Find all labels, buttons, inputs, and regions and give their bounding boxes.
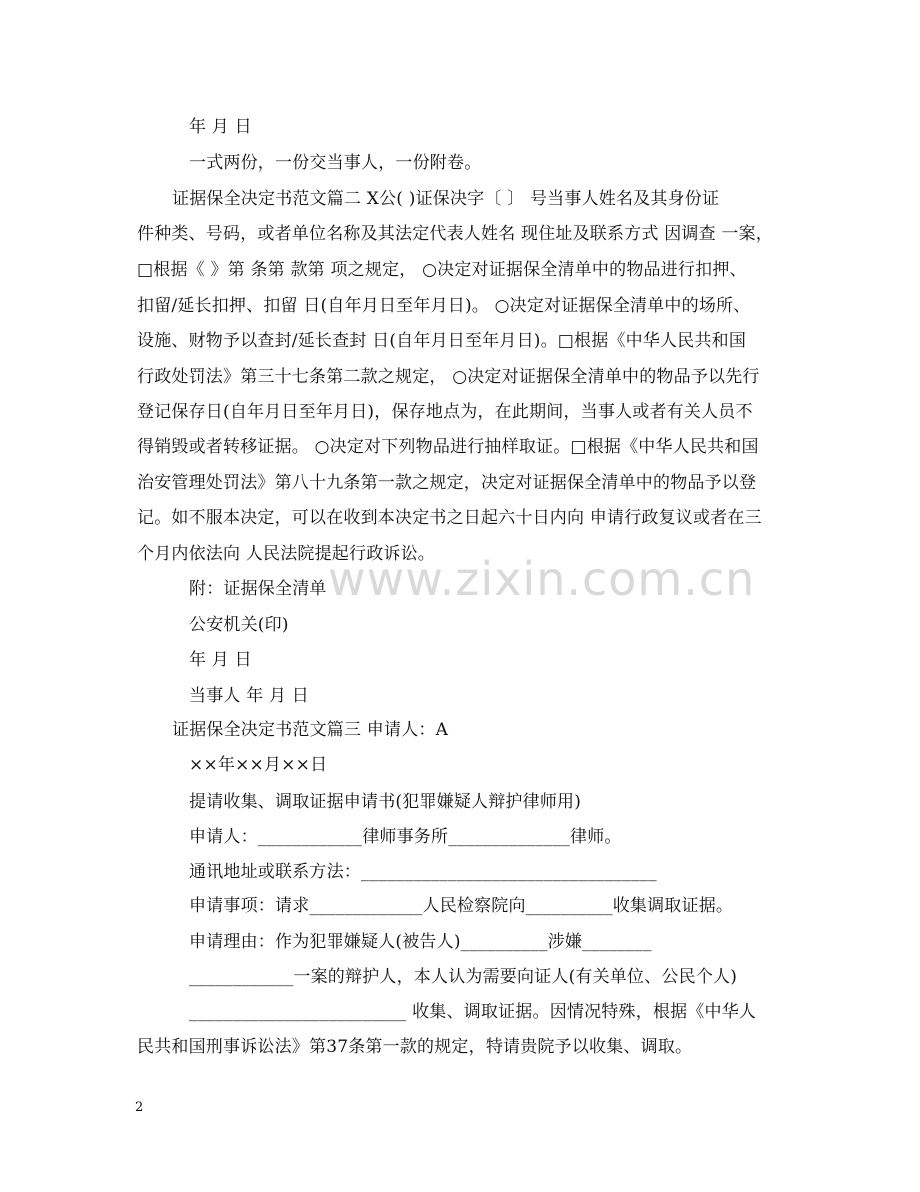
party-date-line: 当事人 年 月 日: [189, 686, 310, 706]
form-line: _________________________ 收集、调取证据。因情况特殊，根据《中华人: [189, 1002, 757, 1022]
date-line: ××年××月××日: [189, 755, 328, 775]
form-line-reason: 申请理由：作为犯罪嫌疑人(被告人)__________涉嫌________: [189, 932, 652, 952]
attachment-line: 附：证据保全清单: [189, 579, 327, 599]
text-line: 扣留/延长扣押、扣留 日(自年月日至年月日)。 ○决定对证据保全清单中的场所、: [137, 296, 751, 316]
page-number: 2: [135, 1100, 144, 1115]
text-line: □根据《 》第 条第 款第 项之规定， ○决定对证据保全清单中的物品进行扣押、: [137, 260, 747, 280]
watermark: www.zixin.com.cn: [328, 552, 756, 606]
form-line-applicant: 申请人：____________律师事务所______________律师。: [189, 827, 622, 847]
form-title: 提请收集、调取证据申请书(犯罪嫌疑人辩护律师用): [189, 792, 582, 812]
text-line: 登记保存日(自年月日至年月日)，保存地点为，在此期间，当事人或者有关人员不: [137, 402, 753, 422]
text-line: 民共和国刑事诉讼法》第37条第一款的规定，特请贵院予以收集、调取。: [137, 1037, 693, 1057]
text-line: 设施、财物予以查封/延长查封 日(自年月日至年月日)。□根据《中华人民共和国: [137, 331, 747, 351]
date-line: 年 月 日: [189, 650, 252, 670]
text-line: 得销毁或者转移证据。 ○决定对下列物品进行抽样取证。□根据《中华人民共和国: [137, 437, 759, 457]
text-line: 行政处罚法》第三十七条第二款之规定， ○决定对证据保全清单中的物品予以先行: [137, 367, 760, 387]
text-line: 记。如不服本决定，可以在收到本决定书之日起六十日内向 申请行政复议或者在三: [137, 508, 762, 528]
section-heading-line: 证据保全决定书范文篇三 申请人：A: [172, 720, 449, 740]
text-line: 一式两份，一份交当事人，一份附卷。: [189, 153, 482, 173]
text-line: 个月内依法向 人民法院提起行政诉讼。: [137, 544, 436, 564]
text-line: 治安管理处罚法》第八十九条第一款之规定，决定对证据保全清单中的物品予以登: [137, 473, 757, 493]
text-line: 年 月 日: [189, 117, 252, 137]
form-line: ____________一案的辩护人，本人认为需要向证人(有关单位、公民个人): [189, 967, 738, 987]
text-line: 件种类、号码，或者单位名称及其法定代表人姓名 现住址及联系方式 因调查 一案，: [137, 224, 774, 244]
seal-line: 公安机关(印): [189, 615, 289, 635]
form-line-request: 申请事项：请求_____________人民检察院向__________收集调取证据。: [189, 896, 734, 916]
form-line-address: 通讯地址或联系方法：__________________________________: [189, 862, 657, 882]
section-heading-line: 证据保全决定书范文篇二 X公( )证保决字〔 〕 号当事人姓名及其身份证: [172, 189, 720, 209]
